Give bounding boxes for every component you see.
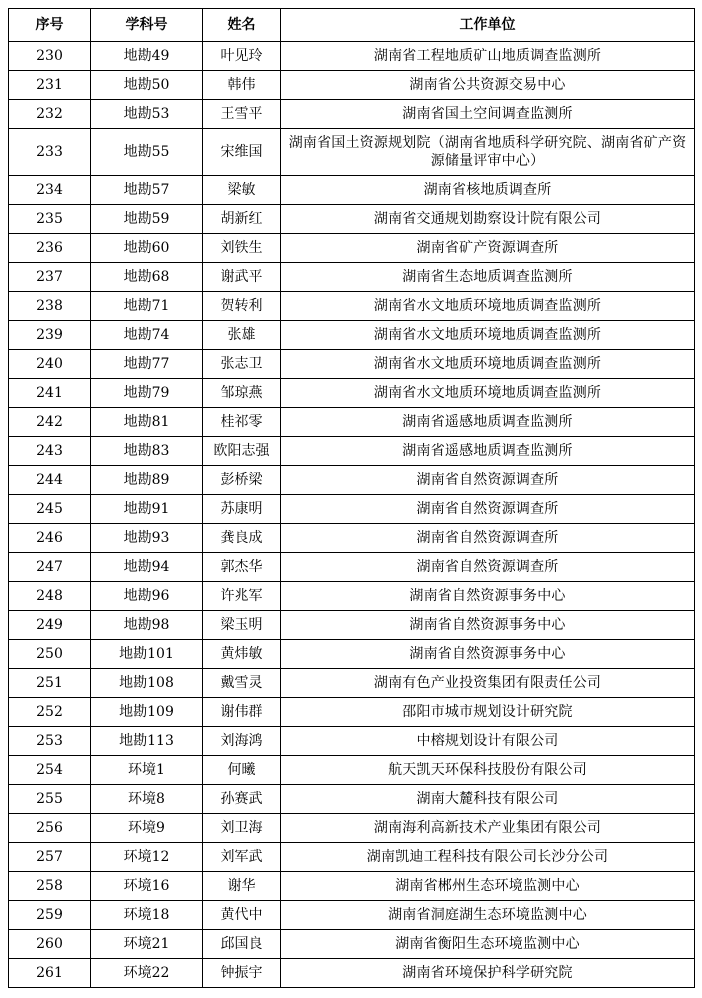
cell-work-unit: 湖南省自然资源事务中心 [281, 611, 695, 640]
cell-name: 黄代中 [203, 901, 281, 930]
cell-subject-code: 环境21 [91, 930, 203, 959]
cell-subject-code: 地勘96 [91, 582, 203, 611]
table-row [9, 495, 695, 524]
table-row [9, 437, 695, 466]
cell-serial-number: 250 [9, 640, 91, 669]
cell-work-unit: 湖南省核地质调查所 [281, 176, 695, 205]
cell-work-unit: 湖南海利高新技术产业集团有限公司 [281, 814, 695, 843]
cell-subject-code: 地勘109 [91, 698, 203, 727]
cell-serial-number: 255 [9, 785, 91, 814]
cell-subject-code: 地勘101 [91, 640, 203, 669]
cell-name: 欧阳志强 [203, 437, 281, 466]
cell-serial-number: 259 [9, 901, 91, 930]
cell-work-unit: 湖南省衡阳生态环境监测中心 [281, 930, 695, 959]
cell-serial-number: 258 [9, 872, 91, 901]
cell-serial-number: 233 [9, 129, 91, 176]
table-row [9, 263, 695, 292]
table-row [9, 872, 695, 901]
cell-serial-number: 242 [9, 408, 91, 437]
cell-name: 黄炜敏 [203, 640, 281, 669]
header-serial-number: 序号 [9, 9, 91, 42]
cell-serial-number: 230 [9, 42, 91, 71]
cell-name: 梁玉明 [203, 611, 281, 640]
cell-subject-code: 地勘55 [91, 129, 203, 176]
cell-subject-code: 地勘60 [91, 234, 203, 263]
cell-serial-number: 252 [9, 698, 91, 727]
cell-serial-number: 235 [9, 205, 91, 234]
cell-work-unit: 湖南省矿产资源调查所 [281, 234, 695, 263]
cell-name: 郭杰华 [203, 553, 281, 582]
cell-name: 胡新红 [203, 205, 281, 234]
cell-subject-code: 地勘93 [91, 524, 203, 553]
cell-subject-code: 地勘77 [91, 350, 203, 379]
cell-work-unit: 湖南省水文地质环境地质调查监测所 [281, 350, 695, 379]
cell-name: 刘海鸿 [203, 727, 281, 756]
cell-name: 宋维国 [203, 129, 281, 176]
table-row [9, 843, 695, 872]
cell-subject-code: 地勘94 [91, 553, 203, 582]
cell-subject-code: 环境18 [91, 901, 203, 930]
cell-subject-code: 地勘79 [91, 379, 203, 408]
personnel-table [8, 8, 695, 988]
cell-name: 谢华 [203, 872, 281, 901]
cell-work-unit: 湖南省国土资源规划院（湖南省地质科学研究院、湖南省矿产资源储量评审中心） [281, 129, 695, 176]
cell-subject-code: 环境9 [91, 814, 203, 843]
cell-subject-code: 地勘74 [91, 321, 203, 350]
cell-serial-number: 246 [9, 524, 91, 553]
cell-serial-number: 254 [9, 756, 91, 785]
table-body [9, 42, 695, 988]
cell-subject-code: 地勘98 [91, 611, 203, 640]
table-row [9, 959, 695, 988]
cell-subject-code: 环境16 [91, 872, 203, 901]
cell-work-unit: 湖南省水文地质环境地质调查监测所 [281, 379, 695, 408]
cell-work-unit: 湖南省自然资源调查所 [281, 553, 695, 582]
header-work-unit: 工作单位 [281, 9, 695, 42]
cell-work-unit: 湖南省生态地质调查监测所 [281, 263, 695, 292]
cell-serial-number: 243 [9, 437, 91, 466]
cell-work-unit: 湖南省国土空间调查监测所 [281, 100, 695, 129]
table-row [9, 727, 695, 756]
cell-name: 刘卫海 [203, 814, 281, 843]
cell-work-unit: 湖南省洞庭湖生态环境监测中心 [281, 901, 695, 930]
cell-name: 彭桥梁 [203, 466, 281, 495]
header-name: 姓名 [203, 9, 281, 42]
cell-serial-number: 249 [9, 611, 91, 640]
cell-name: 戴雪灵 [203, 669, 281, 698]
cell-work-unit: 湖南大麓科技有限公司 [281, 785, 695, 814]
table-row [9, 785, 695, 814]
header-subject-code: 学科号 [91, 9, 203, 42]
cell-name: 韩伟 [203, 71, 281, 100]
cell-subject-code: 地勘57 [91, 176, 203, 205]
cell-name: 张志卫 [203, 350, 281, 379]
cell-name: 钟振宇 [203, 959, 281, 988]
table-row [9, 669, 695, 698]
cell-work-unit: 邵阳市城市规划设计研究院 [281, 698, 695, 727]
cell-serial-number: 261 [9, 959, 91, 988]
cell-serial-number: 251 [9, 669, 91, 698]
cell-serial-number: 260 [9, 930, 91, 959]
cell-work-unit: 湖南省自然资源事务中心 [281, 640, 695, 669]
cell-work-unit: 湖南省工程地质矿山地质调查监测所 [281, 42, 695, 71]
cell-subject-code: 环境22 [91, 959, 203, 988]
cell-serial-number: 236 [9, 234, 91, 263]
cell-serial-number: 257 [9, 843, 91, 872]
cell-subject-code: 地勘91 [91, 495, 203, 524]
cell-work-unit: 湖南省交通规划勘察设计院有限公司 [281, 205, 695, 234]
cell-work-unit: 湖南省环境保护科学研究院 [281, 959, 695, 988]
table-row [9, 901, 695, 930]
cell-work-unit: 湖南省遥感地质调查监测所 [281, 408, 695, 437]
table-row [9, 524, 695, 553]
cell-name: 谢伟群 [203, 698, 281, 727]
cell-name: 刘军武 [203, 843, 281, 872]
cell-name: 龚良成 [203, 524, 281, 553]
cell-work-unit: 湖南省自然资源调查所 [281, 495, 695, 524]
cell-name: 许兆军 [203, 582, 281, 611]
table-row [9, 379, 695, 408]
cell-subject-code: 环境12 [91, 843, 203, 872]
cell-work-unit: 中榕规划设计有限公司 [281, 727, 695, 756]
cell-subject-code: 地勘50 [91, 71, 203, 100]
table-row [9, 292, 695, 321]
cell-work-unit: 湖南省公共资源交易中心 [281, 71, 695, 100]
cell-name: 梁敏 [203, 176, 281, 205]
cell-serial-number: 237 [9, 263, 91, 292]
table-row [9, 350, 695, 379]
cell-serial-number: 256 [9, 814, 91, 843]
cell-serial-number: 248 [9, 582, 91, 611]
cell-subject-code: 地勘89 [91, 466, 203, 495]
cell-serial-number: 247 [9, 553, 91, 582]
cell-serial-number: 240 [9, 350, 91, 379]
cell-subject-code: 地勘81 [91, 408, 203, 437]
cell-work-unit: 湖南省水文地质环境地质调查监测所 [281, 321, 695, 350]
cell-work-unit: 湖南凯迪工程科技有限公司长沙分公司 [281, 843, 695, 872]
cell-subject-code: 地勘108 [91, 669, 203, 698]
cell-work-unit: 湖南省自然资源调查所 [281, 524, 695, 553]
cell-serial-number: 239 [9, 321, 91, 350]
cell-name: 苏康明 [203, 495, 281, 524]
cell-serial-number: 232 [9, 100, 91, 129]
table-row [9, 553, 695, 582]
cell-work-unit: 航天凯天环保科技股份有限公司 [281, 756, 695, 785]
table-row [9, 234, 695, 263]
cell-name: 谢武平 [203, 263, 281, 292]
table-row [9, 466, 695, 495]
cell-subject-code: 地勘68 [91, 263, 203, 292]
cell-name: 贺转利 [203, 292, 281, 321]
cell-serial-number: 253 [9, 727, 91, 756]
cell-serial-number: 244 [9, 466, 91, 495]
cell-name: 邹琼燕 [203, 379, 281, 408]
cell-serial-number: 245 [9, 495, 91, 524]
cell-name: 桂祁零 [203, 408, 281, 437]
cell-serial-number: 241 [9, 379, 91, 408]
table-row [9, 129, 695, 176]
cell-serial-number: 238 [9, 292, 91, 321]
cell-subject-code: 地勘71 [91, 292, 203, 321]
cell-subject-code: 地勘83 [91, 437, 203, 466]
cell-subject-code: 地勘53 [91, 100, 203, 129]
cell-name: 王雪平 [203, 100, 281, 129]
cell-subject-code: 地勘59 [91, 205, 203, 234]
cell-subject-code: 地勘113 [91, 727, 203, 756]
cell-work-unit: 湖南省郴州生态环境监测中心 [281, 872, 695, 901]
table-row [9, 71, 695, 100]
cell-name: 张雄 [203, 321, 281, 350]
cell-name: 何曦 [203, 756, 281, 785]
cell-subject-code: 地勘49 [91, 42, 203, 71]
cell-serial-number: 231 [9, 71, 91, 100]
table-row [9, 321, 695, 350]
table-row [9, 930, 695, 959]
table-row [9, 611, 695, 640]
table-header-row [9, 9, 695, 42]
cell-work-unit: 湖南省自然资源事务中心 [281, 582, 695, 611]
table-row [9, 205, 695, 234]
cell-work-unit: 湖南省水文地质环境地质调查监测所 [281, 292, 695, 321]
cell-work-unit: 湖南有色产业投资集团有限责任公司 [281, 669, 695, 698]
table-row [9, 408, 695, 437]
cell-name: 邱国良 [203, 930, 281, 959]
table-row [9, 814, 695, 843]
cell-serial-number: 234 [9, 176, 91, 205]
table-row [9, 42, 695, 71]
cell-subject-code: 环境1 [91, 756, 203, 785]
cell-work-unit: 湖南省自然资源调查所 [281, 466, 695, 495]
cell-work-unit: 湖南省遥感地质调查监测所 [281, 437, 695, 466]
cell-name: 叶见玲 [203, 42, 281, 71]
table-row [9, 640, 695, 669]
cell-subject-code: 环境8 [91, 785, 203, 814]
cell-name: 刘铁生 [203, 234, 281, 263]
table-row [9, 582, 695, 611]
table-row [9, 698, 695, 727]
cell-name: 孙赛武 [203, 785, 281, 814]
table-row [9, 176, 695, 205]
table-row [9, 100, 695, 129]
table-row [9, 756, 695, 785]
